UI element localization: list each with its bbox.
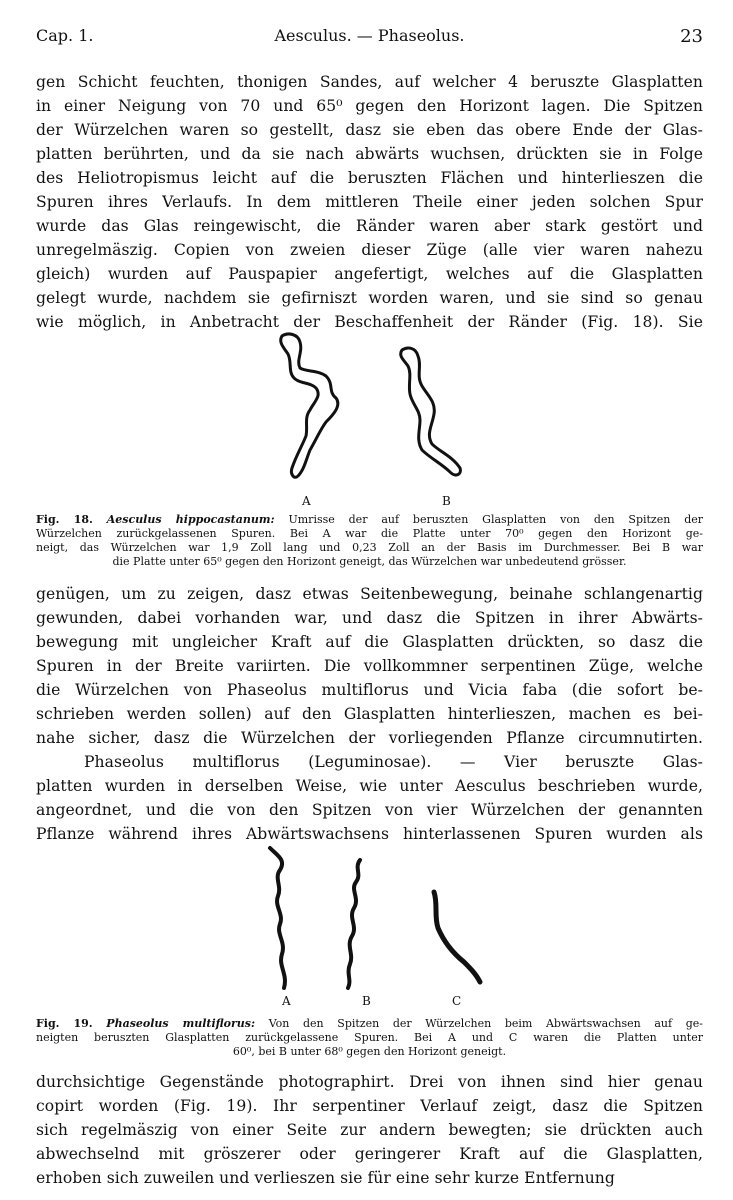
text-line: angeordnet, und die von den Spitzen von vier Würzelchen der genannten [36, 801, 703, 819]
text-line: gleich) wurden auf Pauspapier angefertigt, welches auf die Glasplatten [36, 265, 703, 283]
figure-19 [258, 842, 488, 1008]
text-line: gen Schicht feuchten, thonigen Sandes, auf welcher 4 beruszte Glasplatten [36, 73, 703, 91]
figure-18 [270, 330, 490, 508]
caption-line: Würzelchen zurückgelassenen Spuren. Bei A war die Platte unter 70⁰ gegen den Horizont ge- [36, 527, 703, 540]
text-line: genügen, um zu zeigen, dasz etwas Seitenbewegung, beinahe schlangenartig [36, 585, 703, 603]
fig19-label-c: C [452, 994, 462, 1008]
text-line: wie möglich, in Anbetracht der Beschaffenheit der Ränder (Fig. 18). Sie [36, 313, 703, 331]
caption-line [36, 513, 703, 527]
text-line: nahe sicher, dasz die Würzelchen der vorliegenden Pflanze circumnutirten. [36, 729, 703, 747]
page-number: 23 [680, 26, 703, 47]
text-line: schrieben werden sollen) auf den Glasplatten hinterlieszen, machen es bei- [36, 705, 703, 723]
text-line: wurde das Glas reingewischt, die Ränder waren aber stark gestört und [36, 217, 703, 235]
text-line: gewunden, dabei vorhanden war, und dasz die Spitzen in ihrer Abwärts- [36, 609, 703, 627]
paragraph-4 [36, 1070, 703, 1190]
chapter-label: Cap. 1. [36, 26, 94, 45]
text-line: platten wurden in derselben Weise, wie unter Aesculus beschrieben wurde, [36, 777, 703, 795]
fig18-drawing [270, 330, 490, 490]
fig19-label-a: A [282, 994, 291, 1008]
text-line: unregelmäszig. Copien von zweien dieser Züge (alle vier waren nahezu [36, 241, 703, 259]
text-line: gelegt wurde, nachdem sie gefirniszt worden waren, und sie sind so genau [36, 289, 703, 307]
text-line: Pflanze während ihres Abwärtswachsens hinterlassenen Spuren wurden als [36, 825, 703, 843]
paragraph-3 [36, 750, 703, 846]
fig18-trace-b [401, 348, 461, 475]
page-header [36, 26, 703, 48]
text-line: des Heliotropismus leicht auf die beruszten Flächen und hinterlieszen die [36, 169, 703, 187]
caption-species: Phaseolus multiflorus: [106, 1017, 256, 1030]
caption-line: die Platte unter 65⁰ gegen den Horizont geneigt, das Würzelchen war unbedeutend grösser. [112, 555, 627, 568]
caption-label: Fig. 18. [36, 513, 93, 526]
caption-text: Von den Spitzen der Würzelchen beim Abwärtswachsen auf ge- [268, 1017, 703, 1030]
text-line: der Würzelchen waren so gestellt, dasz sie eben das obere Ende der Glas- [36, 121, 703, 139]
paragraph-1 [36, 70, 703, 334]
text-line: erhoben sich zuweilen und verlieszen sie für eine sehr kurze Entfernung [36, 1169, 615, 1187]
caption-label: Fig. 19. [36, 1017, 93, 1030]
fig19-drawing [258, 842, 488, 992]
text-line: in einer Neigung von 70 und 65⁰ gegen den Horizont lagen. Die Spitzen [36, 97, 703, 115]
fig19-caption [36, 1017, 703, 1059]
text-line: copirt worden (Fig. 19). Ihr serpentiner Verlauf zeigt, dasz die Spitzen [36, 1097, 703, 1115]
fig18-label-a: A [302, 494, 311, 508]
fig19-label-b: B [362, 994, 371, 1008]
fig19-trace-a [270, 848, 285, 988]
text-line: platten berührten, und da sie nach abwärts wuchsen, drückten sie in Folge [36, 145, 703, 163]
text-line: Phaseolus multiflorus (Leguminosae). — Vier beruszte Glas- [84, 753, 703, 771]
text-line: bewegung mit ungleicher Kraft auf die Glasplatten drückten, so dasz die [36, 633, 703, 651]
text-line: abwechselnd mit gröszerer oder geringerer Kraft auf die Glasplatten, [36, 1145, 703, 1163]
caption-species: Aesculus hippocastanum: [106, 513, 275, 526]
caption-line: neigt, das Würzelchen war 1,9 Zoll lang und 0,23 Zoll an der Basis im Durchmesser. Bei B war [36, 541, 703, 554]
fig18-trace-a [281, 334, 338, 477]
text-line: die Würzelchen von Phaseolus multiflorus und Vicia faba (die sofort be- [36, 681, 703, 699]
caption-line: 60⁰, bei B unter 68⁰ gegen den Horizont geneigt. [232, 1045, 507, 1058]
text-line: sich regelmäszig von einer Seite zur andern bewegten; sie drückten auch [36, 1121, 703, 1139]
fig19-trace-c [434, 892, 480, 982]
text-line: Spuren ihres Verlaufs. In dem mittleren Theile einer jeden solchen Spur [36, 193, 703, 211]
fig19-trace-b [348, 860, 360, 988]
caption-line: neigten beruszten Glasplatten zurückgelassene Spuren. Bei A und C waren die Platten unter [36, 1031, 703, 1044]
text-line: durchsichtige Gegenstände photographirt. Drei von ihnen sind hier genau [36, 1073, 703, 1091]
fig18-label-b: B [442, 494, 451, 508]
paragraph-2 [36, 582, 703, 750]
fig18-caption [36, 513, 703, 569]
running-title: Aesculus. — Phaseolus. [274, 26, 465, 45]
caption-line [36, 1017, 703, 1031]
text-line: Spuren in der Breite variirten. Die vollkommner serpentinen Züge, welche [36, 657, 703, 675]
caption-text: Umrisse der auf beruszten Glasplatten von den Spitzen der [288, 513, 704, 526]
